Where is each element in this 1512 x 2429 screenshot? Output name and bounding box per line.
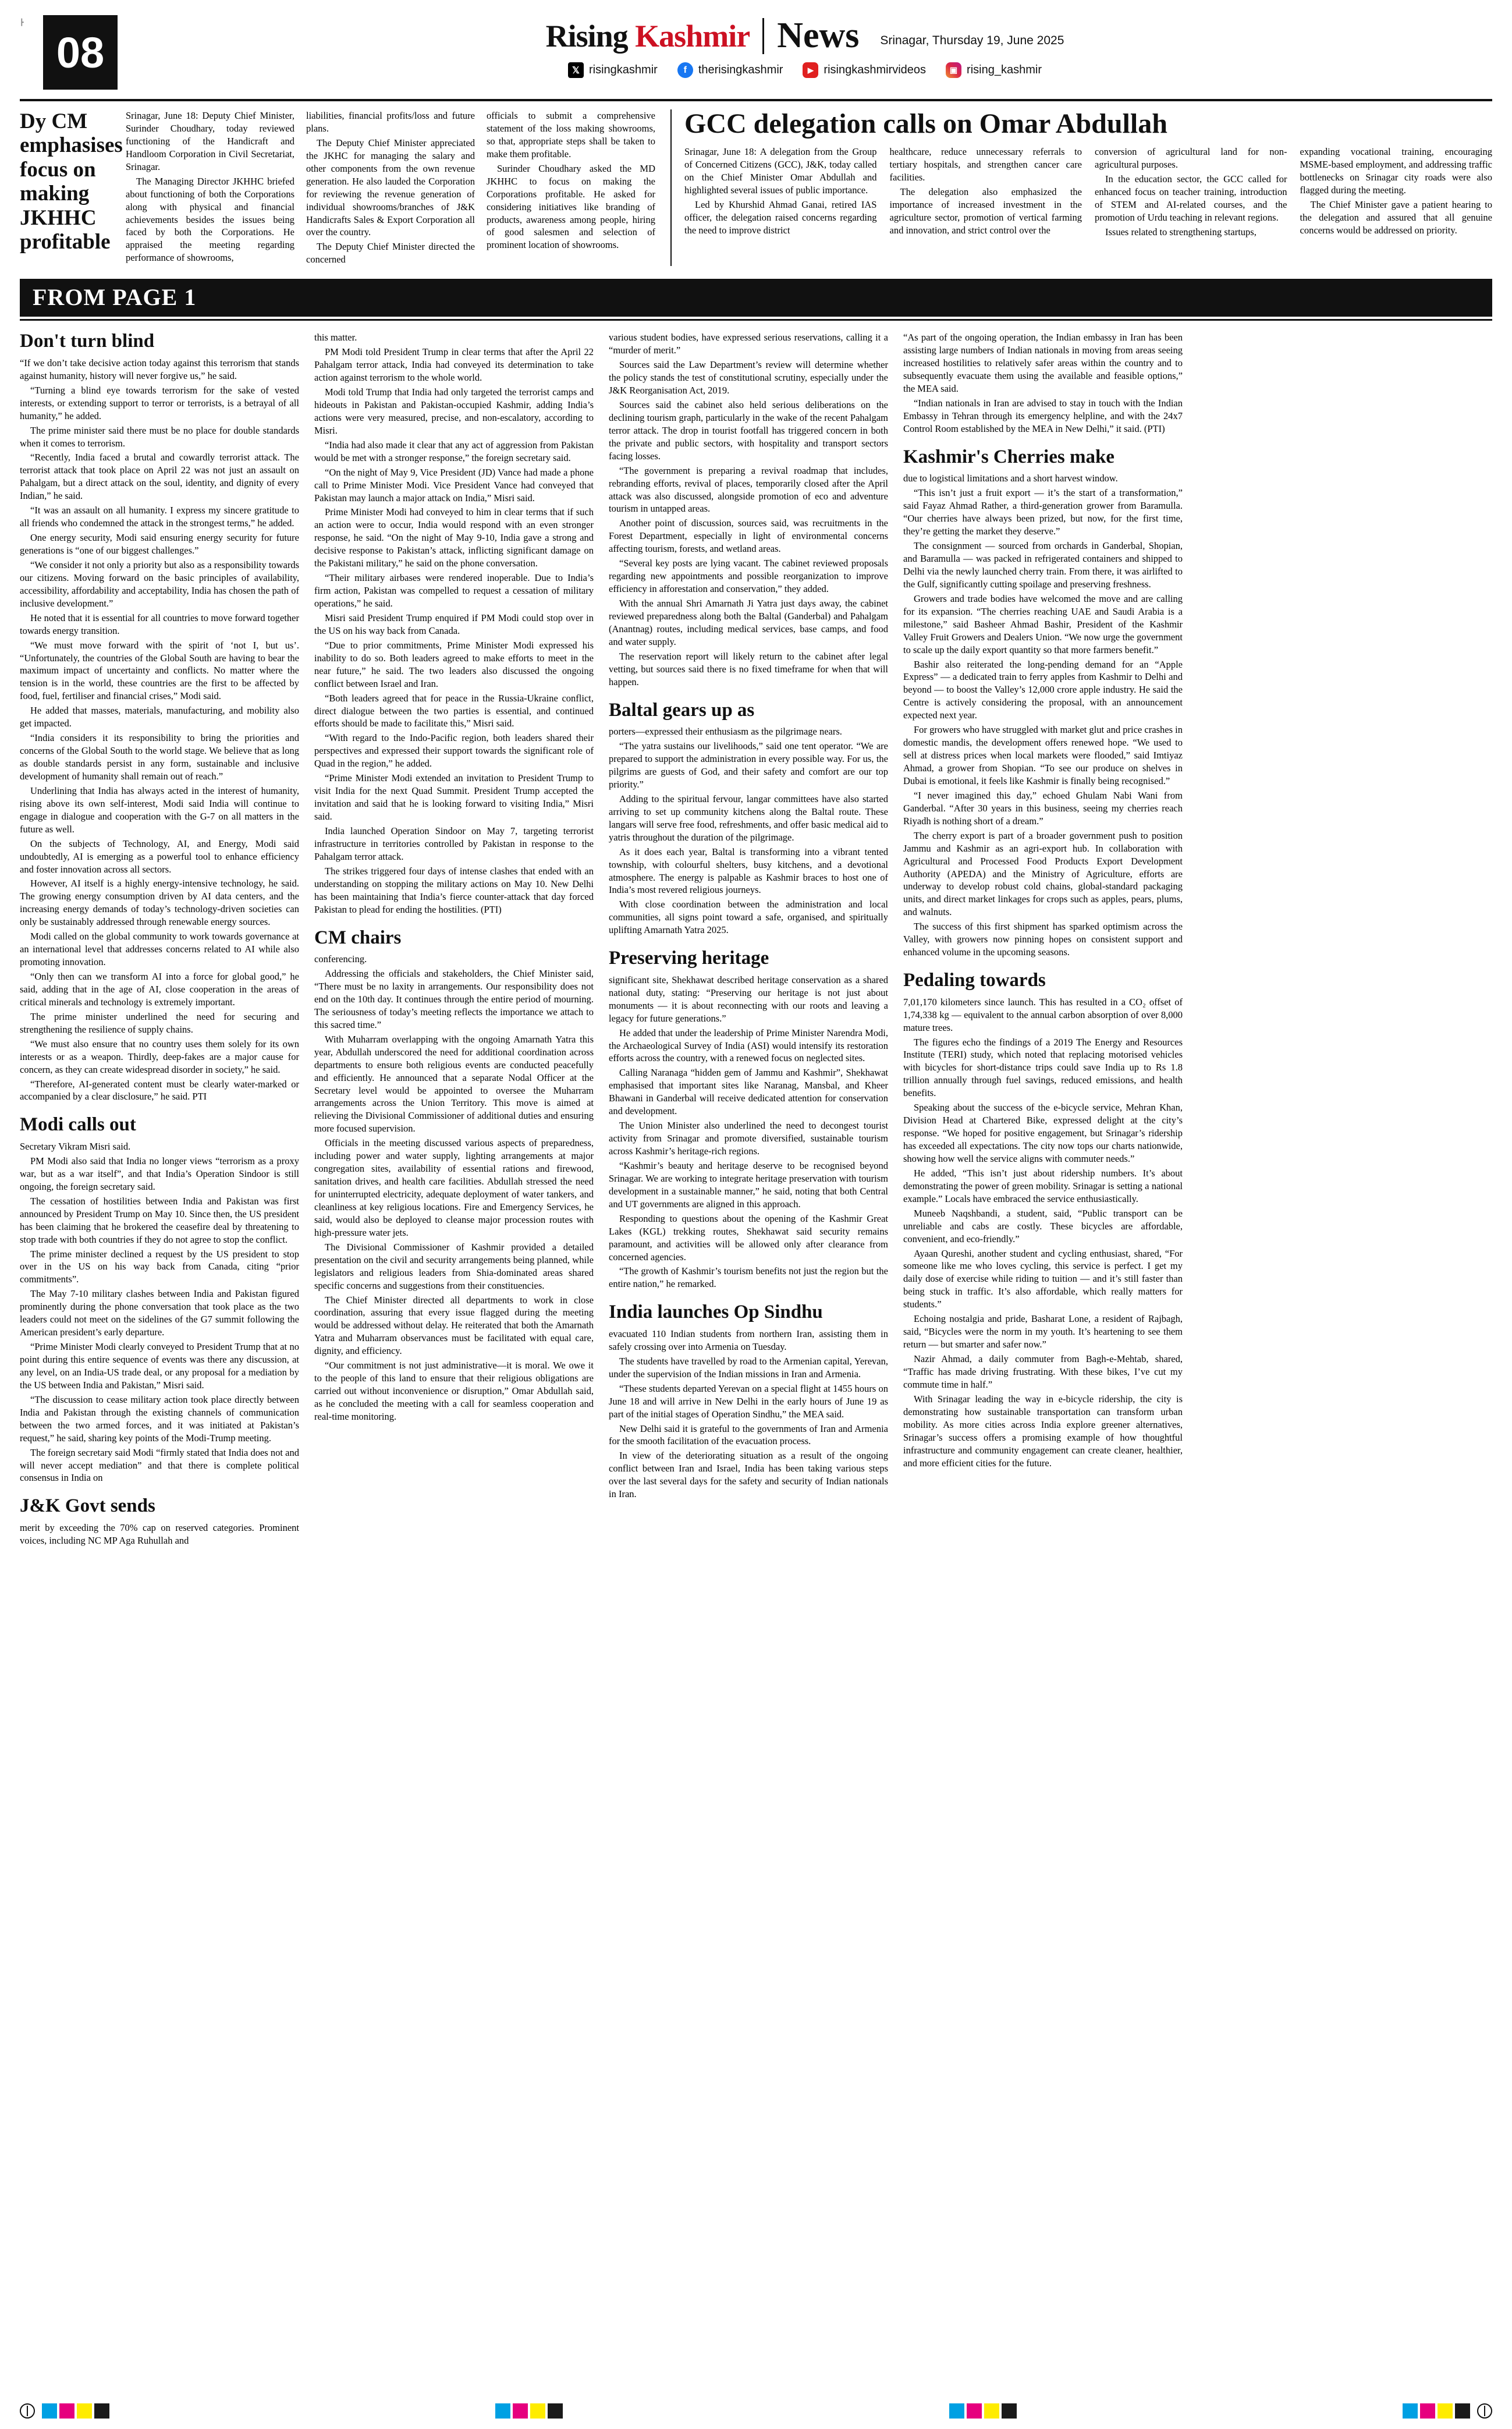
paragraph: The students have travelled by road to the Armenian capital, Yerevan, under the supervision of the Indian missions in Iran and Armenia. (609, 1355, 888, 1380)
social-handles (568, 62, 1042, 78)
section-title: News (777, 16, 860, 55)
story-column (684, 146, 877, 239)
paragraph: Adding to the spiritual fervour, langar committees have also started arriving to set up community kitchens along the Baltal route. These langars will serve free food, refreshments, and offer basic medical aid to yatris throughout the duration of the pilgrimage. (609, 793, 888, 843)
color-swatch-yellow (1438, 2403, 1453, 2419)
paragraph: “The discussion to cease military action took place directly between India and Pakistan through the existing channels of communication between the two armed forces, and it was initiated at Pakistan’s request,” he said, sharing key points of the Modi-Trump meeting. (20, 1393, 299, 1444)
paragraph: Surinder Choudhary asked the MD JKHHC to focus on making the Corporations profitable. He asked for considering initiatives like branding of products, awareness among people, hiring of good salesmen and selection of prominent location of showrooms. (487, 162, 655, 251)
paragraph: The success of this first shipment has sparked optimism across the Valley, with growers now pinning hopes on consistent support and enhanced volume in the upcoming seasons. (903, 921, 1183, 958)
paragraph: The delegation also emphasized the importance of increased investment in the agriculture sector, promotion of vertical farming and innovation, and strict control over the (889, 186, 1082, 236)
paragraph: The Deputy Chief Minister appreciated the JKHC for managing the salary and other components from the own revenue generation. He also lauded the Corporation for reviewing the revenue generation of individual showrooms/branches of J&K Handicrafts Sales & Export Corporation all over the country. (306, 137, 475, 238)
social-instagram[interactable] (946, 62, 1042, 78)
paragraph: The Deputy Chief Minister directed the concerned (306, 241, 475, 265)
story-headline-india-launches-op-sindhu: India launches Op Sindhu (609, 1302, 823, 1323)
color-swatch-group (42, 2403, 109, 2419)
color-swatch-black (1002, 2403, 1017, 2419)
paragraph: In the education sector, the GCC called for enhanced focus on teacher training, introduction of STEM and AI-related courses, and the promotion of Urdu teaching in relevant regions. (1095, 173, 1287, 224)
color-swatch-black (548, 2403, 563, 2419)
paragraph: “Turning a blind eye towards terrorism for the sake of vested interests, or extending support to terror or terrorists, is a betrayal of all humanity,” he added. (20, 384, 299, 421)
paragraph: The reservation report will likely return to the cabinet after legal vetting, but sources said there is no fixed timeframe for when that will happen. (609, 650, 888, 687)
story-column (1095, 146, 1287, 239)
paragraph: Sources said the Law Department’s review will determine whether the policy stands the test of constitutional scrutiny, especially under the J&K Reorganisation Act, 2019. (609, 359, 888, 396)
paragraph: With Muharram overlapping with the ongoing Amarnath Yatra this year, Abdullah underscored the need for additional coordination across departments to ensure both religious events are conducted peacefully and efficiently. He announced that a separate Nodal Officer at the Secretary level would be appointed to oversee the Muharram arrangements across the Union Territory. This move is aimed at relieving the Divisional Commissioner of additional duties and ensuring more focused supervision. (314, 1033, 594, 1134)
paragraph: With Srinagar leading the way in e-bicycle ridership, the city is demonstrating how sustainable transportation can transform urban mobility. As more cities across India explore greener alternatives, Srinagar’s success offers a promising example of how thoughtful infrastructure and community engagement can create cleaner, healthier, and more efficient cities for the future. (903, 1393, 1183, 1469)
paragraph: “Their military airbases were rendered inoperable. Due to India’s firm action, Pakistan was compelled to request a cessation of military operations,” he said. (314, 572, 594, 609)
paragraph: The Union Minister also underlined the need to decongest tourist activity from Srinagar and promote diversified, sustainable tourism across Kashmir’s heritage-rich regions. (609, 1120, 888, 1157)
paragraph: Srinagar, June 18: A delegation from the Group of Concerned Citizens (GCC), J&K, today called on the Chief Minister Omar Abdullah and highlighted several issues of public importance. (684, 146, 877, 196)
paragraph: porters—expressed their enthusiasm as the pilgrimage nears. (609, 726, 842, 737)
story-headline: Dy CM emphasises focus on making JKHHC profitable (20, 109, 123, 254)
paragraph: Prime Minister Modi had conveyed to him in clear terms that if such an action were to occur, India would respond with an even stronger response, he said. “On the night of May 9-10, India gave a strong and decisive response to Pakistan’s attack, inflicting significant damage on the Pakistani military,” he said on the phone conversation. (314, 506, 594, 569)
paragraph: Bashir also reiterated the long-pending demand for an “Apple Express” — a dedicated train to ferry apples from Kashmir to Delhi and beyond — to boost the Valley’s 12,000 crore apple industry. He said the Centre is actively considering the proposal, with an announcement expected next year. (903, 658, 1183, 721)
paragraph: 7,01,170 kilometers since launch. This has resulted in a CO₂ offset of 1,74,338 kg — equivalent to the annual carbon absorption of over 8,000 mature trees. (903, 996, 1183, 1033)
page-corner-tick: ┣ (20, 19, 24, 26)
registration-mark (1477, 2403, 1492, 2419)
paragraph: For growers who have struggled with market glut and price crashes in domestic mandis, the development offers renewed hope. “We used to sell at distress prices when local markets were flooded,” said Imtiyaz Ahmad, a grower from Shopian. “To see our produce on shelves in Dubai is emotional, it feels like Kashmir is finally being recognised.” (903, 724, 1183, 786)
paragraph: healthcare, reduce unnecessary referrals to tertiary hospitals, and strengthen cancer care facilities. (889, 146, 1082, 183)
social-youtube-handle: risingkashmirvideos (824, 63, 927, 76)
paragraph: One energy security, Modi said ensuring energy security for future generations is “one of our biggest challenges.” (20, 532, 299, 556)
paragraph: On the subjects of Technology, AI, and Energy, Modi said undoubtedly, AI is emerging as a powerful tool to enhance efficiency and foster innovation across all sectors. (20, 838, 299, 875)
story-gcc-delegation (672, 109, 1492, 266)
paragraph: Secretary Vikram Misri said. (20, 1141, 131, 1152)
story-headline-cm-chairs: CM chairs (314, 927, 402, 948)
paragraph: However, AI itself is a highly energy-intensive technology, he said. The growing energy consumption driven by AI data centers, and the increasing energy demands of today’s technology-driven societies can only be sustainably addressed through renewable energy sources. (20, 878, 299, 928)
social-facebook[interactable] (677, 62, 783, 78)
section-banner-from-page-1: FROM PAGE 1 (20, 279, 1492, 317)
paragraph: “This isn’t just a fruit export — it’s the start of a transformation,” said Fayaz Ahmad Rather, a third-generation grower from Baramulla. “Our cherries have always been prized, but now, for the first time, they’re getting the market they deserve.” (903, 487, 1183, 537)
paragraph: He added, “This isn’t just about ridership numbers. It’s about demonstrating the power of green mobility. Srinagar is setting a national example.” Locals have embraced the service enthusiastically. (903, 1167, 1183, 1204)
registration-mark (20, 2403, 35, 2419)
social-instagram-handle: rising_kashmir (967, 63, 1042, 76)
story-headline: GCC delegation calls on Omar Abdullah (684, 108, 1167, 139)
paragraph: “With regard to the Indo-Pacific region, both leaders shared their perspectives and expressed their support towards the significant role of Quad in the region,” he added. (314, 732, 594, 770)
paragraph: “Prime Minister Modi extended an invitation to President Trump to visit India for the next Quad Summit. President Trump accepted the invitation and said that he is looking forward to visiting India,” Misri said. (314, 772, 594, 822)
color-swatch-magenta (513, 2403, 528, 2419)
color-swatch-group (495, 2403, 563, 2419)
paragraph: “Our commitment is not just administrative—it is moral. We owe it to the people of this land to ensure that their religious obligations are carried out without inconvenience or disruption,” Omar Abdullah said, as he concluded the meeting with a call for seamless cooperation and real-time monitoring. (314, 1360, 594, 1422)
paragraph: The prime minister underlined the need for securing and strengthening the resilience of supply chains. (20, 1010, 299, 1035)
paragraph: “I never imagined this day,” echoed Ghulam Nabi Wani from Ganderbal. “After 30 years in this business, seeing my cherries reach Riyadh is nothing short of a dream.” (903, 789, 1183, 827)
story-column (1300, 146, 1493, 239)
color-swatch-magenta (59, 2403, 74, 2419)
social-facebook-handle: therisingkashmir (698, 63, 783, 76)
paragraph: “On the night of May 9, Vice President (JD) Vance had made a phone call to Prime Minister Modi. Vice President Vance had conveyed that Pakistan may launch a major attack on India,” Misri said. (314, 466, 594, 503)
paragraph: The consignment — sourced from orchards in Ganderbal, Shopian, and Baramulla — was packed in refrigerated containers and shipped to Delhi via the newly launched cherry train. From there, it was airlifted to the Gulf, significantly cutting spoilage and preserving freshness. (903, 540, 1183, 590)
paragraph: With the annual Shri Amarnath Ji Yatra just days away, the cabinet reviewed preparedness along both the Baltal (Ganderbal) and Pahalgam (Anantnag) routes, including medical services, base camps, and food and water supply. (609, 598, 888, 647)
paragraph: significant site, Shekhawat described heritage conservation as a shared national duty, stating: “Preserving our heritage is not just about monuments — it is about reconnecting with our roots and leaving a legacy for future generations.” (609, 974, 888, 1024)
social-youtube[interactable] (803, 62, 926, 78)
paragraph: “Prime Minister Modi clearly conveyed to President Trump that at no point during this entire sequence of events was there any discussion, at any level, on an India-US trade deal, or any proposal for a mediation by the US between India and Pakistan,” Misri said. (20, 1341, 299, 1391)
color-swatch-yellow (77, 2403, 92, 2419)
column-1 (20, 331, 299, 1547)
paragraph: “Therefore, AI-generated content must be clearly water-marked or accompanied by a clear disclosure,” he said. PTI (20, 1078, 299, 1102)
paragraph: He added that under the leadership of Prime Minister Narendra Modi, the Archaeological Survey of India (ASI) would intensify its restoration efforts across the country, with a renewed focus on neglected sites. (609, 1027, 888, 1064)
story-column (126, 109, 294, 266)
color-swatch-black (94, 2403, 109, 2419)
paragraph: liabilities, financial profits/loss and future plans. (306, 110, 475, 134)
dateline: Srinagar, Thursday 19, June 2025 (880, 33, 1064, 47)
story-headline-modi-calls-out: Modi calls out (20, 1114, 136, 1136)
paragraph: Ayaan Qureshi, another student and cycling enthusiast, shared, “For someone like me who loves cycling, this service is perfect. I get my daily dose of exercise while riding to tuition — and it’s still faster than being stuck in traffic. It’s also affordable, which really matters for students.” (903, 1247, 1183, 1310)
paragraph: Growers and trade bodies have welcomed the move and are calling for its expansion. “The cherries reaching UAE and Saudi Arabia is a milestone,” said Basheer Ahmad Bashir, President of the Kashmir Valley Fruit Growers and Dealers Union. “We now urge the government to scale up the daily export quantity so that more farmers benefit.” (903, 593, 1183, 655)
paragraph: Misri said President Trump enquired if PM Modi could stop over in the US on his way back from Canada. (314, 612, 594, 636)
paragraph: The cherry export is part of a broader government push to position Jammu and Kashmir as an agri-export hub. In collaboration with Agricultural and Processed Food Products Export Development Authority (APEDA) and the Ministry of Agriculture, efforts are underway to develop robust cold chains, global-standard packaging units, and direct market linkages for crops such as apples, pears, plums, and walnuts. (903, 829, 1183, 918)
paragraph: The foreign secretary said Modi “firmly stated that India does not and will never accept mediation” and that there is complete political consensus in India on (20, 1446, 299, 1484)
paragraph: “It was an assault on all humanity. I express my sincere gratitude to all friends who condemned the attack in the strongest terms,” he added. (20, 505, 299, 529)
paragraph: “India considers it its responsibility to bring the priorities and concerns of the Global South to the world stage. We believe that as long as double standards persist in any form, sustainable and inclusive development of humanity shall remain out of reach.” (20, 732, 299, 782)
paragraph: “India had also made it clear that any act of aggression from Pakistan would be met with a stronger response,” the foreign secretary said. (314, 439, 594, 463)
paragraph: Underlining that India has always acted in the interest of humanity, rising above its own self-interest, Modi said India will continue to engage in dialogue and cooperation with the G-7 on all matters in the future as well. (20, 785, 299, 835)
paragraph: Modi called on the global community to work towards governance at an international level that addresses concerns related to AI while also promoting innovation. (20, 931, 299, 968)
paragraph: New Delhi said it is grateful to the governments of Iran and Armenia for the smooth facilitation of the evacuation process. (609, 1423, 888, 1447)
masthead-rule (20, 99, 1492, 101)
color-swatch-black (1455, 2403, 1470, 2419)
paragraph: “These students departed Yerevan on a special flight at 1455 hours on June 18 and will arrive in New Delhi in the early hours of June 19 as part of the initial stages of Operation Sindhu,” the MEA said. (609, 1382, 888, 1420)
paragraph: expanding vocational training, encouraging MSME-based employment, and addressing traffic bottlenecks on Srinagar city roads were also flagged during the meeting. (1300, 146, 1492, 196)
paragraph: merit by exceeding the 70% cap on reserved categories. Prominent voices, including NC MP Aga Ruhullah and (20, 1522, 299, 1546)
story-headline-preserving-heritage: Preserving heritage (609, 948, 769, 969)
color-swatch-cyan (949, 2403, 964, 2419)
paragraph: “Several key posts are lying vacant. The cabinet reviewed proposals regarding new appointments and possible reorganization to improve efficiency in afforestation and conservation,” they added. (609, 558, 888, 595)
paragraph: PM Modi also said that India no longer views “terrorism as a proxy war, but as a war itself”, and that India’s Operation Sindoor is still ongoing, the foreign secretary said. (20, 1155, 299, 1192)
paragraph: Muneeb Naqshbandi, a student, said, “Public transport can be unreliable and cabs are costly. These bicycles are affordable, convenient, and eco-friendly.” (903, 1207, 1183, 1244)
paragraph: due to logistical limitations and a short harvest window. (903, 473, 1118, 484)
masthead (20, 15, 1492, 95)
paragraph: Srinagar, June 18: Deputy Chief Minister, Surinder Choudhary, today reviewed functioning of the Handicraft and Handloom Corporation in Civil Secretariat, Srinagar. (126, 110, 294, 172)
paragraph: With close coordination between the administration and local communities, all signs point toward a safe, organised, and spiritually uplifting Amarnath Yatra 2025. (609, 899, 888, 936)
paragraph: “The yatra sustains our livelihoods,” said one tent operator. “We are prepared to support the administration in every possible way. For us, the pilgrims are guests of God, and their safety and comfort are our top priority.” (609, 740, 888, 790)
paragraph: “Due to prior commitments, Prime Minister Modi expressed his inability to do so. Both leaders agreed to make efforts to meet in the near future,” he said. The two leaders also discussed the ongoing conflict between Israel and Iran. (314, 639, 594, 689)
color-swatch-cyan (1403, 2403, 1418, 2419)
paragraph: The May 7-10 military clashes between India and Pakistan figured prominently during the phone conversation that took place as the two leaders could not meet on the sidelines of the G7 summit following the American president’s early departure. (20, 1288, 299, 1338)
paragraph: Officials in the meeting discussed various aspects of preparedness, including power and water supply, lighting arrangements at major congregation sites, availability of essential rations and firewood, sanitation drives, and health care facilities. Abdullah stressed the need for uninterrupted electricity, adequate deployment of water tankers, and cleanliness at key religious locations. Fire and Emergency Services, he said, would also be deployed to cleanse major procession routes with high-pressure water jets. (314, 1137, 594, 1238)
paragraph: “Both leaders agreed that for peace in the Russia-Ukraine conflict, direct dialogue between the two parties is essential, and continued efforts should be made to facilitate this,” Misri said. (314, 692, 594, 729)
print-registration-bar (20, 2402, 1492, 2420)
paragraph: The prime minister declined a request by the US president to stop over in the US on his way back from Canada, citing “prior commitments”. (20, 1248, 299, 1285)
paragraph: India launched Operation Sindoor on May 7, targeting terrorist infrastructure in territories controlled by Pakistan in response to the Pahalgam terror attack. (314, 825, 594, 862)
social-x[interactable] (568, 62, 658, 78)
story-headline-pedaling-towards: Pedaling towards (903, 970, 1046, 991)
publication-logo (546, 18, 763, 54)
color-swatch-cyan (42, 2403, 57, 2419)
paragraph: As it does each year, Baltal is transforming into a vibrant tented township, with colourful shelters, busy kitchens, and a devotional atmosphere. The energy is palpable as Kashmir braces to host one of India’s most revered religious journeys. (609, 846, 888, 896)
banner-rule (20, 319, 1492, 321)
x-twitter-icon: 𝕏 (568, 62, 584, 78)
paragraph: “We must move forward with the spirit of ‘not I, but us’. “Unfortunately, the countries of the Global South are having to bear the maximum impact of uncertainty and conflicts. No matter where the tension is in the world, these countries are the first to be affected by food, fuel, fertiliser and financial crises,” Modi said. (20, 639, 299, 702)
paragraph: The strikes triggered four days of intense clashes that ended with an understanding on stopping the military actions on May 10. New Delhi has been maintaining that India’s fierce counter-attack that day forced Pakistan to plead for ending the hostilities. (PTI) (314, 865, 594, 915)
color-swatch-group (1403, 2403, 1470, 2419)
paragraph: “If we don’t take decisive action today against this terrorism that stands against humanity, history will never forgive us,” he said. (20, 357, 299, 381)
instagram-icon: ▣ (946, 62, 961, 78)
paragraph: “We must also ensure that no country uses them solely for its own interests or as a weapon. Thirdly, deep-fakes are a major cause for concern, as they can create widespread disorder in society,” he said. (20, 1038, 299, 1075)
main-columns (20, 331, 1492, 1547)
color-swatch-group (949, 2403, 1017, 2419)
paragraph: “Kashmir’s beauty and heritage deserve to be recognised beyond Srinagar. We are working to integrate heritage preservation with tourism development in a sustainable manner,” he said, noting that both Central and UT governments are aligned in this approach. (609, 1159, 888, 1210)
color-swatch-yellow (984, 2403, 999, 2419)
column-3 (609, 331, 888, 1547)
story-dycm-jkhhc (20, 109, 672, 266)
color-swatch-yellow (530, 2403, 545, 2419)
paragraph: Addressing the officials and stakeholders, the Chief Minister said, “There must be no laxity in arrangements. Our responsibility does not end on the 10th day. It continues through the entire period of mourning. The seriousness of today’s meeting reflects the importance we attach to this sacred time.” (314, 968, 594, 1030)
logo-rising: Rising (545, 18, 628, 54)
paragraph: “Indian nationals in Iran are advised to stay in touch with the Indian Embassy in Tehran through its emergency helpline, and with the 24x7 Control Room established by the MEA in New Delhi,” it said. (PTI) (903, 397, 1183, 434)
paragraph: conferencing. (314, 953, 367, 965)
paragraph: conversion of agricultural land for non-agricultural purposes. (1095, 146, 1287, 171)
paragraph: Echoing nostalgia and pride, Basharat Lone, a resident of Rajbagh, said, “Bicycles were the norm in my youth. It’s heartening to see them return — but smarter and safer now.” (903, 1313, 1183, 1350)
paragraph: “Recently, India faced a brutal and cowardly terrorist attack. The terrorist attack that took place on April 22 was not just an assault on Pahalgam, but a direct attack on the soul, identity, and dignity of every Indian,” he said. (20, 452, 299, 502)
paragraph: He added that masses, materials, manufacturing, and mobility also get impacted. (20, 705, 299, 729)
paragraph: “We consider it not only a priority but also as a responsibility towards our citizens. Moving forward on the basic principles of availability, accessibility, affordability and acceptability, India has chosen the path of inclusive development.” (20, 559, 299, 609)
paragraph: Issues related to strengthening startups, (1105, 226, 1257, 238)
paragraph: Calling Naranaga “hidden gem of Jammu and Kashmir”, Shekhawat emphasised that important sites like Naranag, Mansbal, and Kheer Bhawani in Ganderbal will receive dedicated attention for conservation and development. (609, 1067, 888, 1117)
paragraph: In view of the deteriorating situation as a result of the ongoing conflict between Iran and Israel, India has been taking various steps over the last several days for the safety and security of Indian nationals in Iran. (609, 1450, 888, 1500)
paragraph: “The government is preparing a revival roadmap that includes, rebranding efforts, revival of places, temporarily closed after the April attack was also discussed, alongside promotion of eco and adventure tourism in untapped areas. (609, 464, 888, 515)
social-x-handle: risingkashmir (589, 63, 658, 76)
story-column (306, 109, 475, 266)
paragraph: this matter. (314, 332, 357, 343)
story-headline-dont-turn-blind: Don't turn blind (20, 331, 155, 352)
paragraph: Sources said the cabinet also held serious deliberations on the declining tourism graph, particularly in the wake of the recent Pahalgam terror attack. The drop in tourist footfall has triggered concern in both the private and public sectors, with hospitality and transport sectors facing losses. (609, 399, 888, 462)
paragraph: The cessation of hostilities between India and Pakistan was first announced by President Trump on May 10. Since then, the US president has been claiming that he brokered the ceasefire deal by threatening to stop trade with both countries if they do not agree to stop the conflict. (20, 1195, 299, 1245)
paragraph: various student bodies, have expressed serious reservations, calling it a “murder of merit.” (609, 332, 888, 356)
story-column (487, 109, 655, 266)
paragraph: He noted that it is essential for all countries to move forward together towards energy transition. (20, 612, 299, 636)
story-headline-baltal-gears-up: Baltal gears up as (609, 699, 755, 721)
color-swatch-magenta (967, 2403, 982, 2419)
paragraph: Nazir Ahmad, a daily commuter from Bagh-e-Mehtab, shared, “Traffic has made driving frustrating. With these bikes, I’ve cut my commute time in half.” (903, 1353, 1183, 1390)
color-swatch-magenta (1420, 2403, 1435, 2419)
paragraph: Another point of discussion, sources said, was recruitments in the Forest Department, especially in light of environmental concerns affecting tourism, forests, and wetland areas. (609, 517, 888, 555)
paragraph: The Chief Minister gave a patient hearing to the delegation and assured that all genuine concerns would be addressed on priority. (1300, 199, 1492, 236)
paragraph: “Only then can we transform AI into a force for global good,” he said, adding that in the age of AI, close cooperation in the areas of critical minerals and technology is extremely important. (20, 971, 299, 1008)
color-swatch-cyan (495, 2403, 510, 2419)
paragraph: The figures echo the findings of a 2019 The Energy and Resources Institute (TERI) study, which noted that replacing motorised vehicles with bicycles for short-distance trips could save India up to Rs 1.8 trillion annually through fuel savings, reduced emissions, and health benefits. (903, 1036, 1183, 1099)
paragraph: Responding to questions about the opening of the Kashmir Great Lakes (KGL) trekking routes, Shekhawat said security remains paramount, and activities will be allowed only after clearance from concerned agencies. (609, 1212, 888, 1263)
masthead-center (118, 15, 1492, 78)
paragraph: evacuated 110 Indian students from northern Iran, assisting them in safely crossing over into Armenia on Tuesday. (609, 1328, 888, 1352)
youtube-icon: ▶ (803, 62, 818, 78)
story-headline-jk-govt-sends: J&K Govt sends (20, 1495, 155, 1517)
paragraph: Modi told Trump that India had only targeted the terrorist camps and hideouts in Pakistan and Pakistan-occupied Kashmir, adding India’s actions were very measured, precise, and non-escalatory, according to Misri. (314, 386, 594, 436)
story-column (890, 146, 1082, 239)
page-number: 08 (43, 15, 118, 90)
story-headline-kashmir-cherries: Kashmir's Cherries make (903, 446, 1115, 467)
column-2 (314, 331, 594, 1547)
paragraph: officials to submit a comprehensive statement of the loss making showrooms, so that, appropriate steps shall be taken to make them profitable. (487, 110, 655, 159)
paragraph: PM Modi told President Trump in clear terms that after the April 22 Pahalgam terror attack, India had conveyed its determination to take action against terrorism to the whole world. (314, 346, 594, 384)
column-4 (903, 331, 1183, 1547)
paragraph: Speaking about the success of the e-bicycle service, Mehran Khan, Division Head at Chartered Bike, expressed delight at the city’s response. “We hoped for positive engagement, but Srinagar’s ridership has exceeded all expectations. The city now tops our charts nationwide, showing how well the service aligns with commuter needs.” (903, 1102, 1183, 1164)
facebook-icon: f (677, 62, 693, 78)
paragraph: The Chief Minister directed all departments to work in close coordination, assuring that every issue flagged during the meeting would be addressed without delay. He reiterated that both the Amarnath Yatra and Muharram observances must be facilitated with equal care, dignity, and efficiency. (314, 1294, 594, 1357)
paragraph: The Divisional Commissioner of Kashmir provided a detailed presentation on the civil and security arrangements being planned, while legislators and religious leaders from Shia-dominated areas shared specific concerns and suggestions from their constituencies. (314, 1241, 594, 1291)
paragraph: Led by Khurshid Ahmad Ganai, retired IAS officer, the delegation raised concerns regarding the need to improve district (684, 199, 877, 236)
top-stories (20, 109, 1492, 266)
paragraph: The Managing Director JKHHC briefed about functioning of both the Corporations along with physical and financial achievements besides the issues being faced by both the Corporations. He appraised the meeting regarding performance of showrooms, (126, 175, 294, 264)
logo-kashmir: Kashmir (635, 18, 750, 54)
paragraph: “As part of the ongoing operation, the Indian embassy in Iran has been assisting large numbers of Indian nationals in moving from areas seeing increased hostilities to relatively safer areas within the country and to subsequently evacuate them using the available and feasible options,” the MEA said. (903, 332, 1183, 394)
paragraph: The prime minister said there must be no place for double standards when it comes to terrorism. (20, 424, 299, 449)
paragraph: “The growth of Kashmir’s tourism benefits not just the region but the entire nation,” he remarked. (609, 1265, 888, 1290)
